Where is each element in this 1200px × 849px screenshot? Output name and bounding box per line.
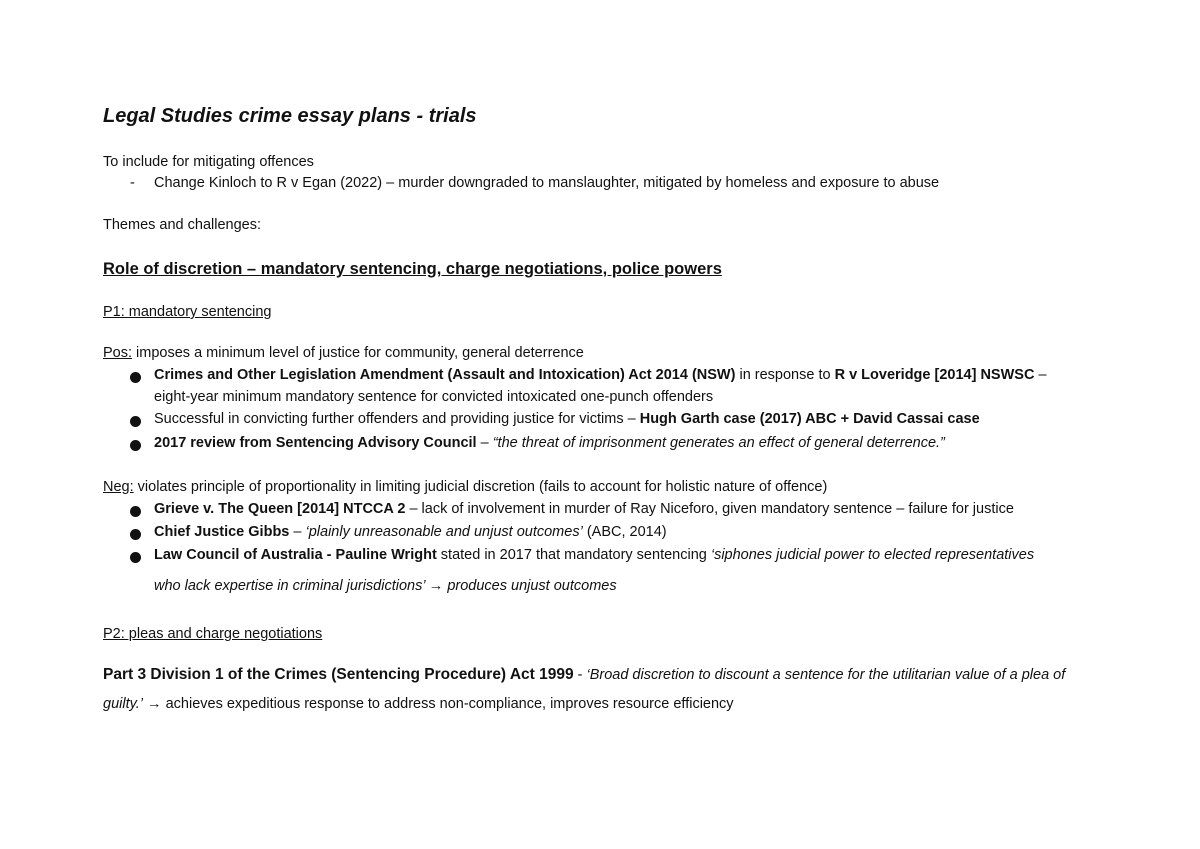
pos-bullet-1-line2: eight-year minimum mandatory sentence for convicted intoxicated one-punch offenders [154,389,714,405]
pos-b2-bold: Hugh Garth case (2017) ABC + David Cassai case [639,411,980,427]
pos-b1-mid: in response to [735,367,835,383]
neg-b3-bold: Law Council of Australia - Pauline Wright [154,547,437,563]
p2-sep: - [573,667,587,683]
neg-b2-bold: Chief Justice Gibbs [154,524,290,540]
pos-line [103,345,584,361]
neg-bullet-2 [154,524,667,540]
pos-bullet-3 [154,435,945,451]
p1-heading: P1: mandatory sentencing [103,304,272,320]
neg-b2-cite: (ABC, 2014) [582,524,667,540]
neg-label: Neg: [103,479,134,495]
neg-b2-sep: – [289,524,306,540]
themes-label: Themes and challenges: [103,217,261,233]
mitigating-item: Change Kinloch to R v Egan (2022) – murder downgraded to manslaughter, mitigated by homeless and exposure to abuse [154,175,940,191]
p2-quote: ‘Broad discretion to discount a sentence for the utilitarian value of a plea of [586,667,1066,683]
p2-heading: P2: pleas and charge negotiations [103,626,323,642]
pos-label: Pos: [103,345,133,361]
bullet-icon [130,416,141,427]
neg-b1-bold: Grieve v. The Queen [2014] NTCCA 2 [154,501,406,517]
neg-bullet-3-line2: who lack expertise in criminal jurisdictions’ → produces unjust outcomes [154,578,617,594]
section-heading: Role of discretion – mandatory sentencing, charge negotiations, police powers [103,260,722,278]
page-title: Legal Studies crime essay plans - trials [103,105,477,127]
pos-b1-bold2: R v Loveridge [2014] NSWSC [834,367,1035,383]
p2-quote-line2: guilty.’ [103,696,144,712]
neg-line [103,479,827,495]
pos-bullet-1 [154,367,1047,383]
pos-b1-end: – [1034,367,1047,383]
p2-line2-rest: → achieves expeditious response to address non-compliance, improves resource efficiency [143,696,734,712]
bullet-icon [130,372,141,383]
neg-b3-text: stated in 2017 that mandatory sentencing [436,547,711,563]
p2-line-1 [103,666,1065,684]
p2-line-2 [103,696,734,712]
mitigating-intro: To include for mitigating offences [103,154,314,170]
bullet-icon [130,529,141,540]
pos-bullet-2 [154,411,980,427]
pos-b1-bold: Crimes and Other Legislation Amendment (Assault and Intoxication) Act 2014 (NSW) [154,367,736,383]
neg-bullet-1 [154,501,1014,517]
neg-b3-quote: ‘siphones judicial power to elected representatives [710,547,1035,563]
pos-b3-quote: “the threat of imprisonment generates an effect of general deterrence.” [492,435,945,451]
pos-text: imposes a minimum level of justice for community, general deterrence [132,345,584,361]
p2-bold: Part 3 Division 1 of the Crimes (Sentencing Procedure) Act 1999 [103,666,574,683]
pos-b3-sep: – [476,435,493,451]
pos-b3-bold: 2017 review from Sentencing Advisory Council [154,435,477,451]
dash-bullet: - [130,175,135,191]
neg-b2-quote: ‘plainly unreasonable and unjust outcomes’ [305,524,583,540]
bullet-icon [130,440,141,451]
neg-text: violates principle of proportionality in limiting judicial discretion (fails to account for holistic nature of offence) [133,479,828,495]
bullet-icon [130,552,141,563]
neg-b1-text: – lack of involvement in murder of Ray Niceforo, given mandatory sentence – failure for justice [405,501,1014,517]
bullet-icon [130,506,141,517]
pos-b2-text: Successful in convicting further offenders and providing justice for victims – [154,411,640,427]
neg-bullet-3 [154,547,1034,563]
